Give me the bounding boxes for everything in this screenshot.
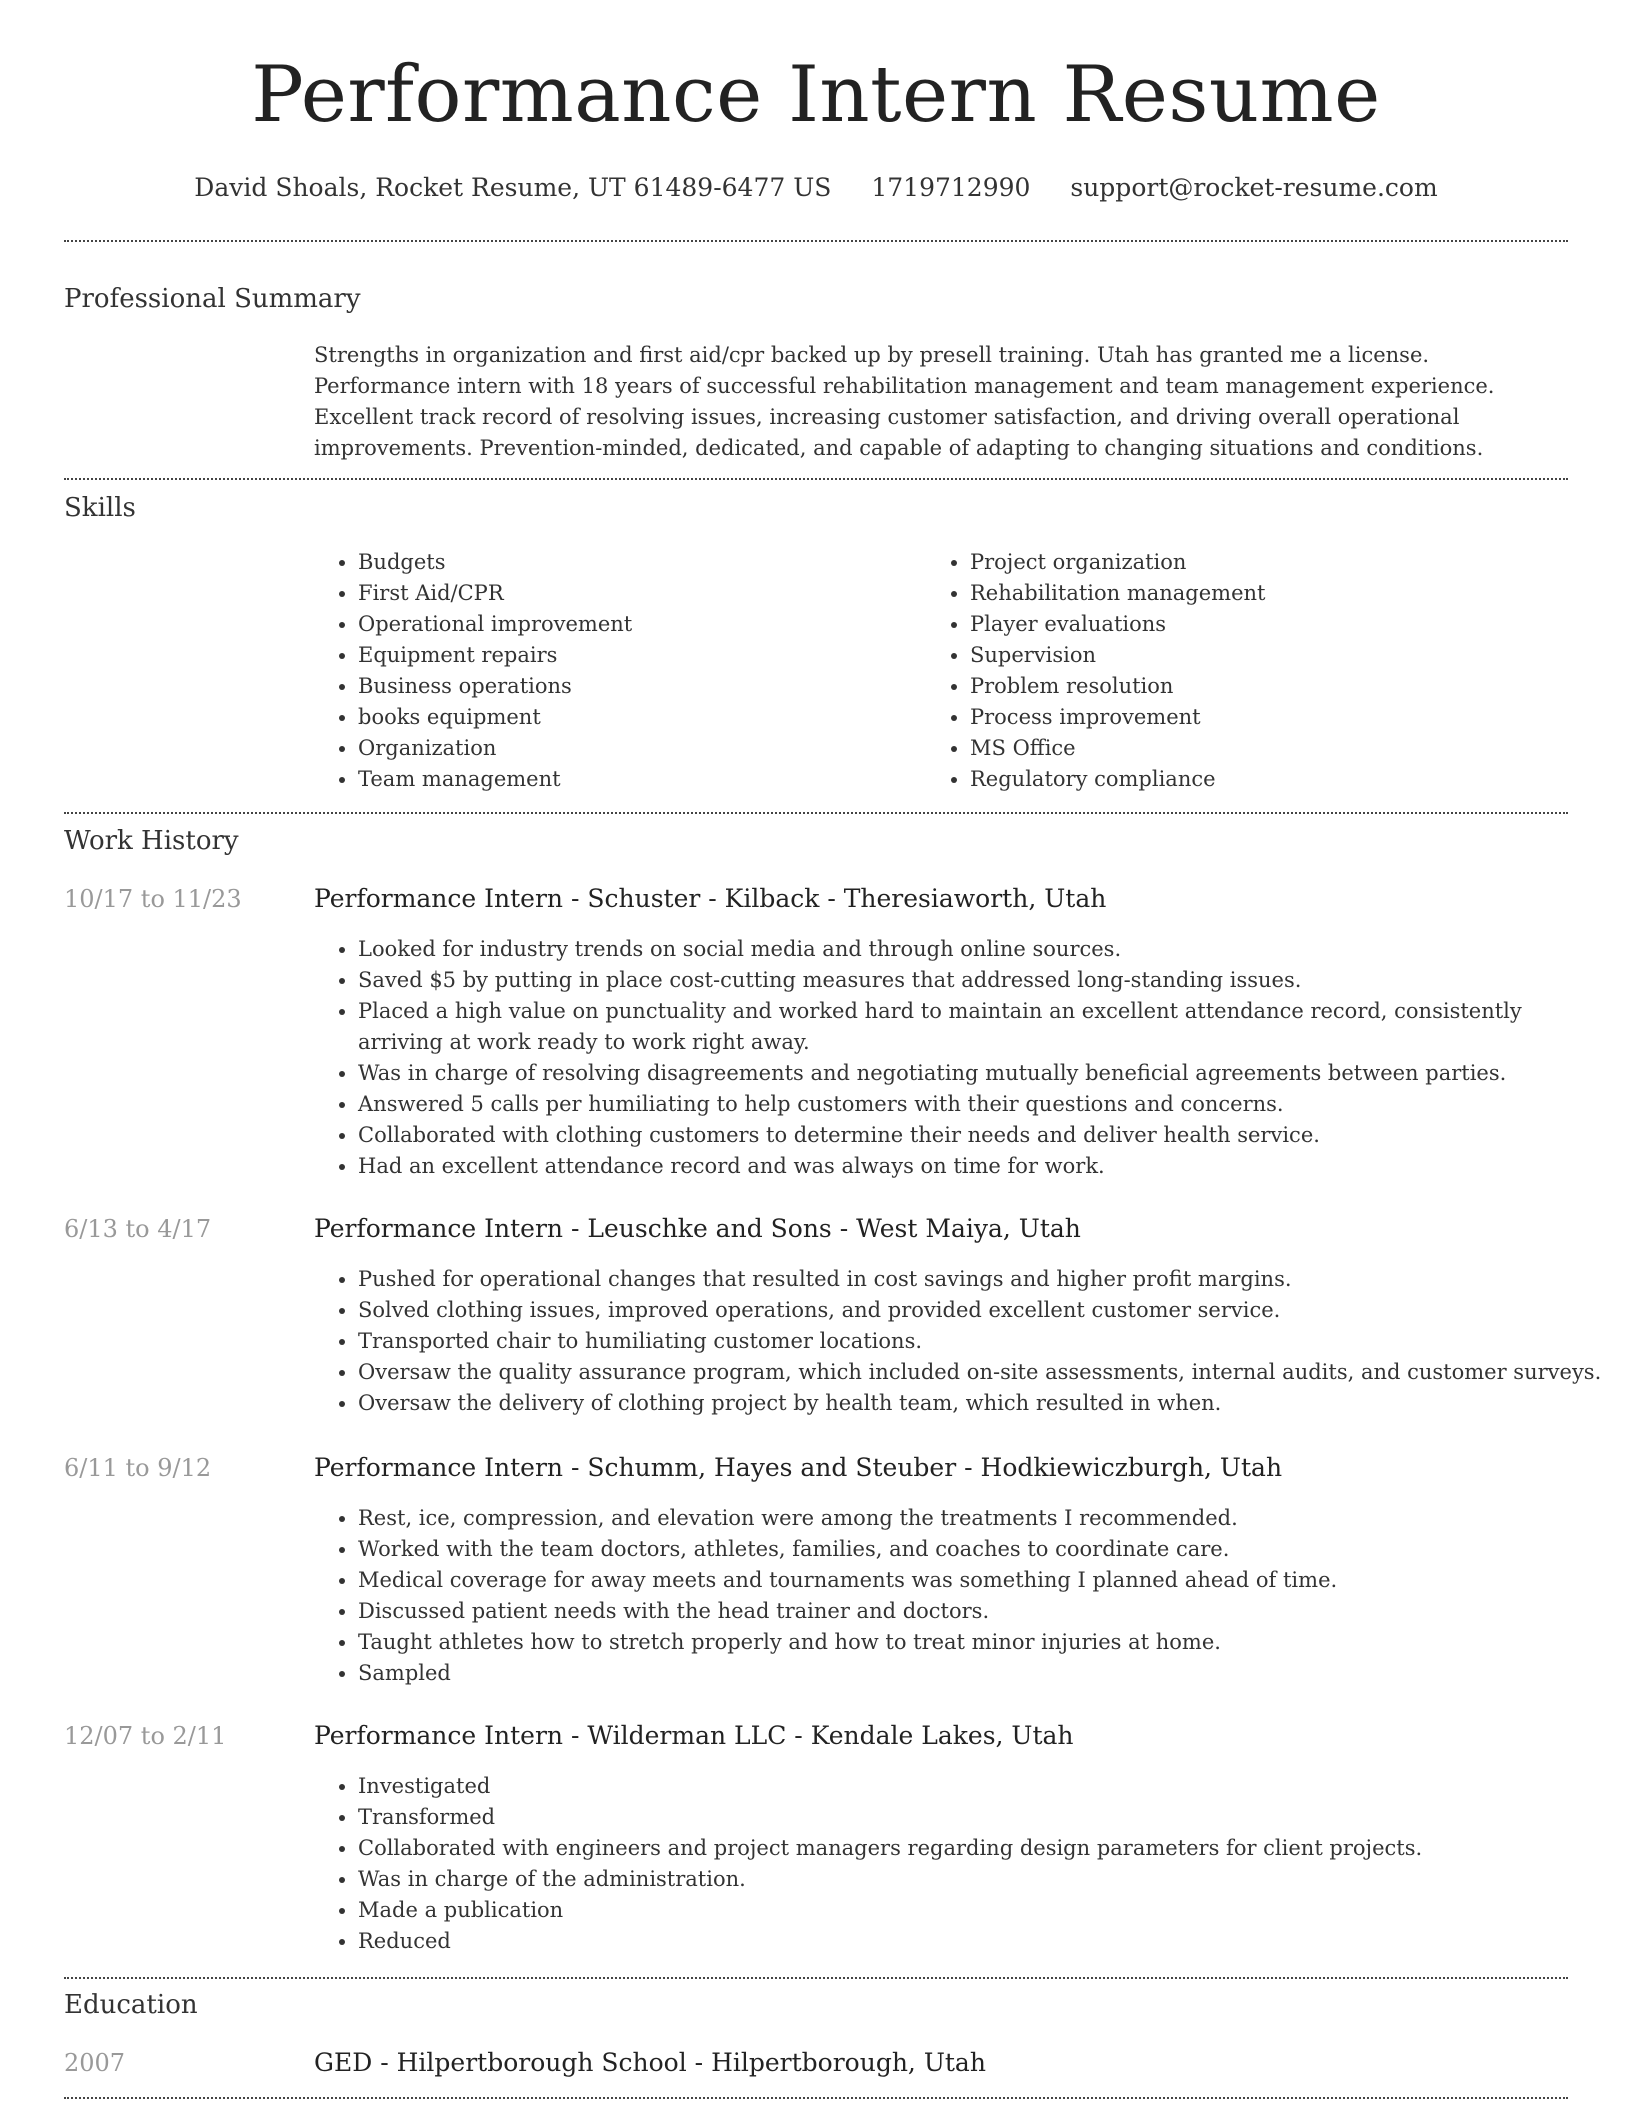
job-bullet: • Sampled xyxy=(358,1658,1608,1689)
job-bullet: • Had an excellent attendance record and was always on time for work. xyxy=(358,1151,1608,1182)
job-title: Performance Intern - Wilderman LLC - Kendale Lakes, Utah xyxy=(314,1721,1074,1750)
contact-email: support@rocket-resume.com xyxy=(1070,173,1438,202)
job-bullets xyxy=(314,1503,1608,1689)
skill-item: • First Aid/CPR xyxy=(358,578,918,609)
job-bullet: • Was in charge of the administration. xyxy=(358,1864,1608,1895)
job-dates: 12/07 to 2/11 xyxy=(64,1722,227,1750)
job-bullet: • Placed a high value on punctuality and worked hard to maintain an excellent attendance record, consistently arriving at work ready to work right away. xyxy=(358,996,1608,1058)
section-divider xyxy=(64,1977,1568,1979)
section-divider xyxy=(64,812,1568,814)
job-bullet: • Collaborated with clothing customers to determine their needs and deliver health service. xyxy=(358,1120,1608,1151)
education-heading: Education xyxy=(64,1990,198,2020)
skill-item: • Equipment repairs xyxy=(358,640,918,671)
skill-item: • books equipment xyxy=(358,702,918,733)
contact-phone: 1719712990 xyxy=(871,173,1031,202)
job-bullets xyxy=(314,934,1608,1182)
job-bullet: • Rest, ice, compression, and elevation were among the treatments I recommended. xyxy=(358,1503,1608,1534)
section-divider xyxy=(64,2097,1568,2099)
job-bullet: • Transported chair to humiliating customer locations. xyxy=(358,1326,1608,1357)
skill-item: • Supervision xyxy=(970,640,1570,671)
job-bullet: • Transformed xyxy=(358,1802,1608,1833)
job-title: Performance Intern - Leuschke and Sons - West Maiya, Utah xyxy=(314,1214,1081,1243)
skill-item: • Operational improvement xyxy=(358,609,918,640)
skill-item: • Project organization xyxy=(970,547,1570,578)
job-bullet: • Worked with the team doctors, athletes, families, and coaches to coordinate care. xyxy=(358,1534,1608,1565)
education-year: 2007 xyxy=(64,2049,126,2077)
skill-item: • MS Office xyxy=(970,733,1570,764)
skills-list-right xyxy=(926,547,1570,795)
job-bullet: • Medical coverage for away meets and tournaments was something I planned ahead of time. xyxy=(358,1565,1608,1596)
skill-item: • Business operations xyxy=(358,671,918,702)
contact-address: David Shoals, Rocket Resume, UT 61489-6477 US xyxy=(194,173,832,202)
job-bullet: • Pushed for operational changes that resulted in cost savings and higher profit margins. xyxy=(358,1264,1608,1295)
section-divider xyxy=(64,240,1568,242)
contact-line xyxy=(0,173,1632,202)
job-bullet: • Oversaw the quality assurance program, which included on-site assessments, internal audits, and customer surveys. xyxy=(358,1357,1608,1388)
education-title: GED - Hilpertborough School - Hilpertborough, Utah xyxy=(314,2048,986,2077)
job-bullet: • Looked for industry trends on social media and through online sources. xyxy=(358,934,1608,965)
skill-item: • Organization xyxy=(358,733,918,764)
skill-item: • Team management xyxy=(358,764,918,795)
job-bullet: • Answered 5 calls per humiliating to help customers with their questions and concerns. xyxy=(358,1089,1608,1120)
skill-item: • Budgets xyxy=(358,547,918,578)
job-bullet: • Oversaw the delivery of clothing project by health team, which resulted in when. xyxy=(358,1388,1608,1419)
job-bullets xyxy=(314,1264,1608,1419)
skill-item: • Problem resolution xyxy=(970,671,1570,702)
job-bullet: • Discussed patient needs with the head trainer and doctors. xyxy=(358,1596,1608,1627)
job-bullet: • Saved $5 by putting in place cost-cutting measures that addressed long-standing issues. xyxy=(358,965,1608,996)
skill-item: • Rehabilitation management xyxy=(970,578,1570,609)
job-bullet: • Investigated xyxy=(358,1771,1608,1802)
summary-heading: Professional Summary xyxy=(64,284,361,314)
skill-item: • Process improvement xyxy=(970,702,1570,733)
skills-list-left xyxy=(314,547,918,795)
skill-item: • Regulatory compliance xyxy=(970,764,1570,795)
job-bullet: • Made a publication xyxy=(358,1895,1608,1926)
work-heading: Work History xyxy=(64,826,239,856)
job-bullet: • Taught athletes how to stretch properly and how to treat minor injuries at home. xyxy=(358,1627,1608,1658)
job-dates: 10/17 to 11/23 xyxy=(64,885,242,913)
job-bullet: • Collaborated with engineers and project managers regarding design parameters for client projects. xyxy=(358,1833,1608,1864)
skill-item: • Player evaluations xyxy=(970,609,1570,640)
job-bullet: • Was in charge of resolving disagreements and negotiating mutually beneficial agreements between parties. xyxy=(358,1058,1608,1089)
job-title: Performance Intern - Schuster - Kilback - Theresiaworth, Utah xyxy=(314,884,1107,913)
job-bullet: • Solved clothing issues, improved operations, and provided excellent customer service. xyxy=(358,1295,1608,1326)
skills-heading: Skills xyxy=(64,493,136,523)
job-bullet: • Reduced xyxy=(358,1926,1608,1957)
resume-title: Performance Intern Resume xyxy=(251,50,1381,140)
job-dates: 6/13 to 4/17 xyxy=(64,1215,212,1243)
summary-text: Strengths in organization and first aid/cpr backed up by presell training. Utah has granted me a license. Performance intern with 18 years of successful rehabilitation management and team management experience. Excellent track record of resolving issues, increasing customer satisfaction, and driving overall operational improvements. Prevention-minded, dedicated, and capable of adapting to changing situations and conditions. xyxy=(314,343,1495,460)
job-dates: 6/11 to 9/12 xyxy=(64,1454,212,1482)
job-bullets xyxy=(314,1771,1608,1957)
job-title: Performance Intern - Schumm, Hayes and Steuber - Hodkiewiczburgh, Utah xyxy=(314,1453,1283,1482)
section-divider xyxy=(64,478,1568,480)
